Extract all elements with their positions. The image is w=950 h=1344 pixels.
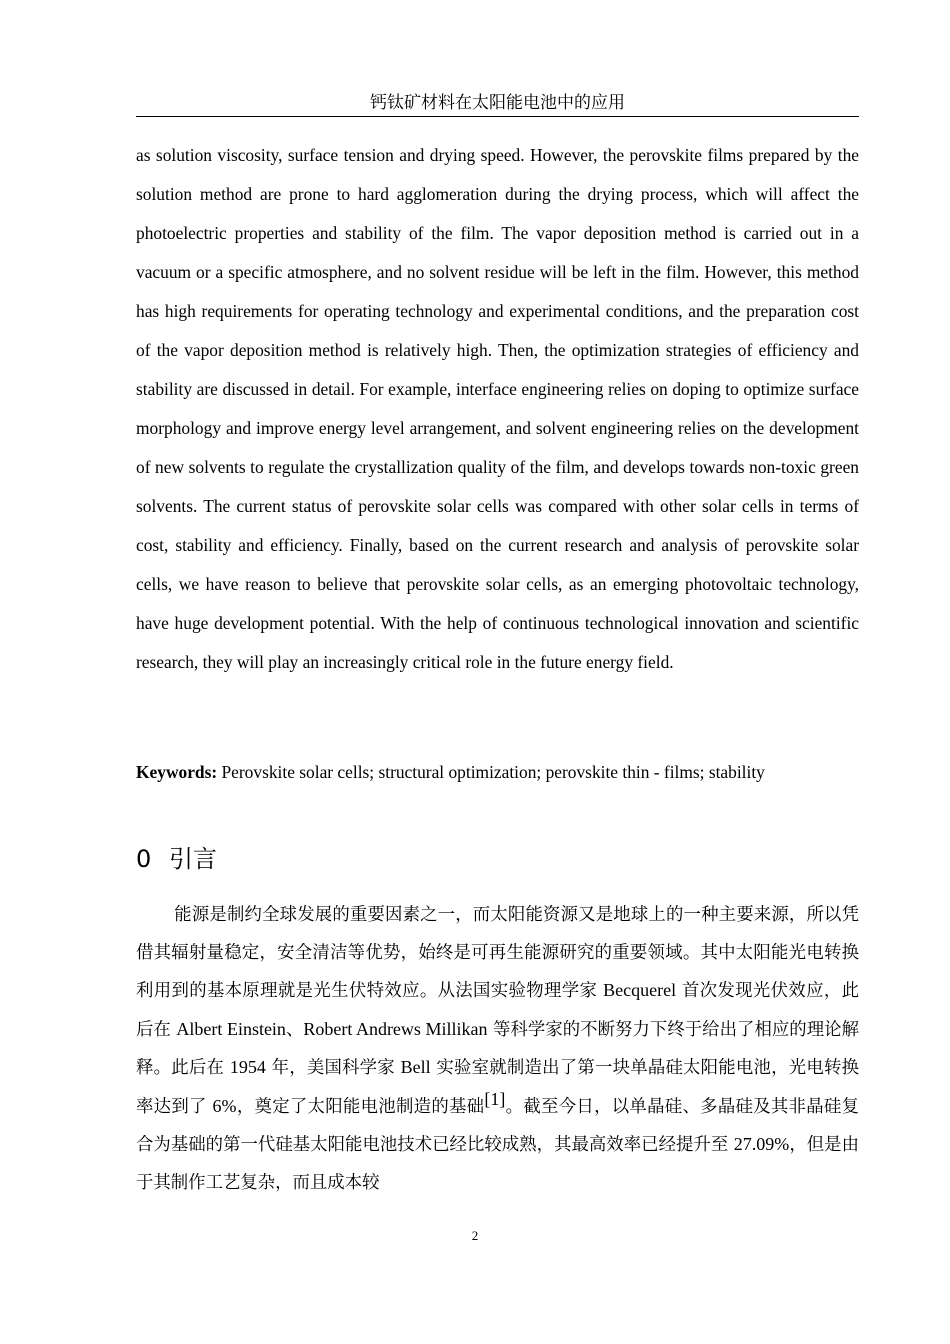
section-heading	[136, 841, 859, 877]
abstract-paragraph: as solution viscosity, surface tension and drying speed. However, the perovskite films prepared by the solution method are prone to hard agglomeration during the drying process, which will affect the photoelectric properties and stability of the film. The vapor deposition method is carried out in a vacuum or a specific atmosphere, and no solvent residue will be left in the film. However, this method has high requirements for operating technology and experimental conditions, and the preparation cost of the vapor deposition method is relatively high. Then, the optimization strategies of efficiency and stability are discussed in detail. For example, interface engineering relies on doping to optimize surface morphology and improve energy level arrangement, and solvent engineering relies on the development of new solvents to regulate the crystallization quality of the film, and develops towards non-toxic green solvents. The current status of perovskite solar cells was compared with other solar cells in terms of cost, stability and efficiency. Finally, based on the current research and analysis of perovskite solar cells, we have reason to believe that perovskite solar cells, as an emerging photovoltaic technology, have huge development potential. With the help of continuous technological innovation and scientific research, they will play an increasingly critical role in the future energy field.	[136, 145, 859, 672]
intro-text-3: 、	[285, 1019, 304, 1040]
name-millikan: Robert Andrews Millikan	[303, 1018, 488, 1039]
keywords-label: Keywords:	[136, 762, 218, 782]
citation-reference[interactable]: [1]	[484, 1088, 506, 1109]
name-becquerel: Becquerel	[603, 980, 677, 1000]
name-einstein: Albert Einstein	[176, 1018, 286, 1039]
intro-text-2: 首次发现光伏效应，此后在	[136, 981, 860, 1040]
name-bell: Bell	[400, 1057, 431, 1077]
intro-text-4: 等科学家的不断努力下终于给出了相应的理论解释。此后在	[136, 1019, 859, 1078]
intro-text-9: ，但是由于其制作工艺复杂，而且成本较	[136, 1135, 859, 1193]
intro-text-8: 。截至今日，以单晶硅、多晶硅及其非晶硅复合为基础的第一代硅基太阳能电池技术已经比较成熟，其最高效率已经提升至	[136, 1096, 859, 1155]
page-number: 2	[471, 1228, 479, 1243]
efficiency-value-1: 6%	[212, 1095, 237, 1116]
intro-text-6: 实验室就制造出了第一块单晶硅太阳能电池，光电转换率达到了	[136, 1058, 860, 1117]
intro-text-7: ，奠定了太阳能电池制造的基础	[236, 1096, 485, 1117]
efficiency-value-2: 27.09%	[733, 1134, 790, 1154]
keywords-line	[136, 757, 859, 787]
section-number: 0	[136, 845, 152, 873]
intro-text-1: 能源是制约全球发展的重要因素之一，而太阳能资源又是地球上的一种主要来源，所以凭借其辐射量稳定，安全清洁等优势，始终是可再生能源研究的重要领域。其中太阳能光电转换利用到的基本原理就是光生伏特效应。从法国实验物理学家	[136, 905, 859, 1001]
year-value: 1954	[229, 1057, 266, 1077]
section-title-text: 引言	[169, 845, 217, 873]
intro-text-5: 年，美国科学家	[265, 1058, 401, 1078]
keywords-text: Perovskite solar cells; structural optimization; perovskite thin - films; stability	[217, 762, 765, 782]
intro-paragraph	[136, 897, 859, 1202]
running-header: 钙钛矿材料在太阳能电池中的应用	[136, 92, 859, 117]
